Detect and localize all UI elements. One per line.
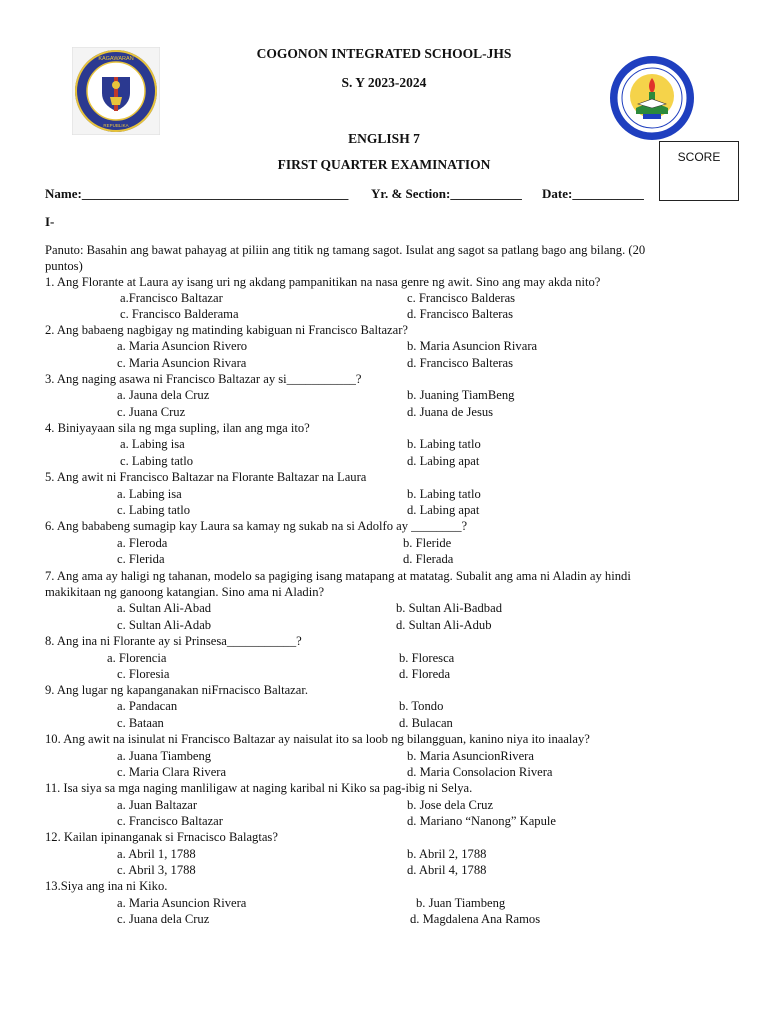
instructions-line-1: Panuto: Basahin ang bawat pahayag at piliin ang titik ng tamang sagot. Isulat ang sagot sa patlang bago ang bilang. (20 [45, 243, 646, 257]
q7-option-b[interactable]: b. Sultan Ali-Badbad [396, 601, 502, 615]
question-13: 13.Siya ang ina ni Kiko. [45, 879, 168, 893]
q1-option-c[interactable]: c. Francisco Balderama [120, 307, 239, 321]
q9-option-d[interactable]: d. Bulacan [399, 716, 453, 730]
q6-option-a[interactable]: a. Fleroda [117, 536, 168, 550]
q3-option-d[interactable]: d. Juana de Jesus [407, 405, 494, 419]
q3-option-a[interactable]: a. Jauna dela Cruz [117, 388, 210, 402]
q4-option-a[interactable]: a. Labing isa [120, 437, 185, 451]
question-2: 2. Ang babaeng nagbigay ng matinding kabiguan ni Francisco Baltazar? [45, 323, 409, 337]
question-7: 7. Ang ama ay haligi ng tahanan, modelo sa pagiging isang matapang at matatag. Subalit ang ama ni Aladin ay hindi [45, 569, 631, 583]
score-label: SCORE [677, 150, 721, 164]
question-7-continued: makikitaan ng ganoong katangian. Sino ama ni Aladin? [45, 585, 325, 599]
score-box [659, 141, 739, 201]
q2-option-d[interactable]: d. Francisco Balteras [407, 356, 513, 370]
school-year: S. Y 2023-2024 [341, 75, 427, 90]
q2-option-b[interactable]: b. Maria Asuncion Rivara [407, 339, 538, 353]
question-8: 8. Ang ina ni Florante ay si Prinsesa___________? [45, 634, 302, 648]
question-10: 10. Ang awit na isinulat ni Francisco Baltazar ay naisulat ito sa loob ng bilangguan, kanino niya ito inaalay? [45, 732, 590, 746]
question-9: 9. Ang lugar ng kapanganakan niFrnacisco Baltazar. [45, 683, 308, 697]
school-name: COGONON INTEGRATED SCHOOL-JHS [256, 46, 512, 61]
q6-option-d[interactable]: d. Flerada [403, 552, 454, 566]
svg-text:KAGAWARAN: KAGAWARAN [98, 56, 134, 62]
q9-option-c[interactable]: c. Bataan [117, 716, 164, 730]
question-12: 12. Kailan ipinanganak si Frnacisco Balagtas? [45, 830, 278, 844]
question-4: 4. Biniyayaan sila ng mga supling, ilan ang mga ito? [45, 421, 310, 435]
q13-option-d[interactable]: d. Magdalena Ana Ramos [410, 912, 541, 926]
section-field[interactable]: Yr. & Section:___________ [371, 186, 522, 201]
q7-option-d[interactable]: d. Sultan Ali-Adub [396, 618, 492, 632]
q11-option-d[interactable]: d. Mariano “Nanong” Kapule [407, 814, 556, 828]
q4-option-c[interactable]: c. Labing tatlo [120, 454, 194, 468]
q2-option-c[interactable]: c. Maria Asuncion Rivara [117, 356, 247, 370]
exam-title: FIRST QUARTER EXAMINATION [277, 157, 491, 172]
question-11: 11. Isa siya sa mga naging manliligaw at naging karibal ni Kiko sa pag-ibig ni Selya. [45, 781, 473, 795]
q8-option-a[interactable]: a. Florencia [107, 651, 167, 665]
q8-option-b[interactable]: b. Floresca [399, 651, 455, 665]
subject-title: ENGLISH 7 [348, 131, 420, 146]
q5-option-c[interactable]: c. Labing tatlo [117, 503, 191, 517]
q1-option-a[interactable]: a.Francisco Baltazar [120, 291, 223, 305]
q10-option-b[interactable]: b. Maria AsuncionRivera [407, 749, 534, 763]
instructions-line-2: puntos) [45, 259, 83, 273]
q13-option-c[interactable]: c. Juana dela Cruz [117, 912, 210, 926]
question-5: 5. Ang awit ni Francisco Baltazar na Florante Baltazar na Laura [45, 470, 367, 484]
question-6: 6. Ang bababeng sumagip kay Laura sa kamay ng sukab na si Adolfo ay ________? [45, 519, 468, 533]
q2-option-a[interactable]: a. Maria Asuncion Rivero [117, 339, 248, 353]
q9-option-a[interactable]: a. Pandacan [117, 699, 178, 713]
question-1: 1. Ang Florante at Laura ay isang uri ng akdang pampanitikan na nasa genre ng awit. Sino ang may akda nito? [45, 275, 601, 289]
q3-option-c[interactable]: c. Juana Cruz [117, 405, 186, 419]
q10-option-a[interactable]: a. Juana Tiambeng [117, 749, 212, 763]
q5-option-d[interactable]: d. Labing apat [407, 503, 480, 517]
q12-option-d[interactable]: d. Abril 4, 1788 [407, 863, 487, 877]
q10-option-d[interactable]: d. Maria Consolacion Rivera [407, 765, 553, 779]
q6-option-b[interactable]: b. Fleride [403, 536, 452, 550]
q3-option-b[interactable]: b. Juaning TiamBeng [407, 388, 515, 402]
q4-option-d[interactable]: d. Labing apat [407, 454, 480, 468]
section-label: I- [45, 214, 55, 229]
q10-option-c[interactable]: c. Maria Clara Rivera [117, 765, 227, 779]
svg-text:REPUBLIKA: REPUBLIKA [103, 123, 129, 128]
q9-option-b[interactable]: b. Tondo [399, 699, 444, 713]
date-field[interactable]: Date:___________ [542, 186, 644, 201]
q12-option-a[interactable]: a. Abril 1, 1788 [117, 847, 196, 861]
q11-option-b[interactable]: b. Jose dela Cruz [407, 798, 494, 812]
q7-option-a[interactable]: a. Sultan Ali-Abad [117, 601, 212, 615]
name-field[interactable]: Name:_________________________________________ [45, 186, 349, 201]
q11-option-c[interactable]: c. Francisco Baltazar [117, 814, 223, 828]
q8-option-d[interactable]: d. Floreda [399, 667, 451, 681]
q1-option-b[interactable]: c. Francisco Balderas [407, 291, 516, 305]
q5-option-a[interactable]: a. Labing isa [117, 487, 182, 501]
q12-option-c[interactable]: c. Abril 3, 1788 [117, 863, 196, 877]
q13-option-b[interactable]: b. Juan Tiambeng [416, 896, 506, 910]
q11-option-a[interactable]: a. Juan Baltazar [117, 798, 198, 812]
q6-option-c[interactable]: c. Flerida [117, 552, 165, 566]
q4-option-b[interactable]: b. Labing tatlo [407, 437, 481, 451]
q5-option-b[interactable]: b. Labing tatlo [407, 487, 481, 501]
q8-option-c[interactable]: c. Floresia [117, 667, 170, 681]
q7-option-c[interactable]: c. Sultan Ali-Adab [117, 618, 212, 632]
q1-option-d[interactable]: d. Francisco Balteras [407, 307, 513, 321]
q12-option-b[interactable]: b. Abril 2, 1788 [407, 847, 487, 861]
school-seal-logo [610, 56, 694, 140]
question-3: 3. Ang naging asawa ni Francisco Baltazar ay si___________? [45, 372, 362, 386]
q13-option-a[interactable]: a. Maria Asuncion Rivera [117, 896, 247, 910]
